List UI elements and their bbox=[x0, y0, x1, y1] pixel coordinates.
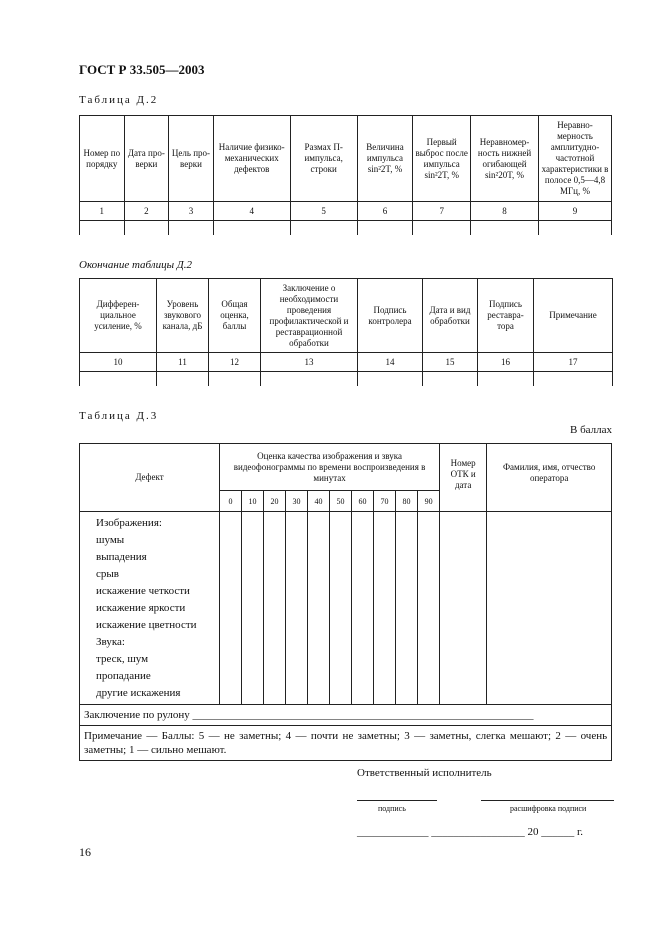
d3-score-cell bbox=[330, 512, 352, 705]
d2end-header-cell: Подпись реставра-тора bbox=[478, 279, 534, 353]
d2end-header-cell: Примечание bbox=[534, 279, 613, 353]
d2-number-cell: 7 bbox=[413, 202, 471, 221]
d3-minute-cell: 90 bbox=[418, 491, 440, 512]
d2end-header-cell: Подпись контролера bbox=[358, 279, 423, 353]
table-d2-end-empty-row bbox=[80, 372, 613, 387]
d2-header-cell: Наличие физико-механических дефектов bbox=[213, 116, 290, 202]
d2end-empty-cell bbox=[80, 372, 157, 387]
d3-otk-cell bbox=[440, 512, 487, 705]
d2-header-cell: Размах П-импульса, строки bbox=[290, 116, 357, 202]
d3-defect-list bbox=[80, 512, 220, 705]
table-d2-label: Таблица Д.2 bbox=[79, 94, 159, 106]
d2-header-cell: Величина импульса sin²2T, % bbox=[357, 116, 413, 202]
d3-score-cell bbox=[264, 512, 286, 705]
d2-empty-cell bbox=[357, 221, 413, 236]
d3-otk-header: Номер ОТК и дата bbox=[440, 444, 487, 512]
table-d2-end bbox=[79, 278, 613, 386]
d2end-header-cell: Заключение о необходимости проведения профилактической и реставрационной обработки bbox=[261, 279, 358, 353]
d3-minute-cell: 30 bbox=[286, 491, 308, 512]
page-number: 16 bbox=[79, 845, 91, 859]
sign-caption: подпись bbox=[378, 804, 406, 813]
d2-number-cell: 9 bbox=[538, 202, 611, 221]
d3-note: Примечание — Баллы: 5 — не заметны; 4 — почти не заметны; 3 — заметны, слегка мешают; 2 — очень заметны; 1 — сильно мешают. bbox=[80, 726, 612, 761]
d2end-number-cell: 16 bbox=[478, 353, 534, 372]
d2-number-cell: 2 bbox=[124, 202, 169, 221]
defect-item: Звука: bbox=[96, 636, 125, 648]
d2end-number-cell: 11 bbox=[157, 353, 209, 372]
defect-item: срыв bbox=[96, 568, 119, 580]
table-d2 bbox=[79, 115, 612, 235]
defect-item: другие искажения bbox=[96, 687, 181, 699]
decode-line bbox=[481, 800, 614, 801]
d3-score-cell bbox=[396, 512, 418, 705]
d3-score-cell bbox=[418, 512, 440, 705]
d2-empty-cell bbox=[471, 221, 539, 236]
d2-number-cell: 4 bbox=[213, 202, 290, 221]
defect-item: шумы bbox=[96, 534, 125, 546]
d3-minute-cell: 10 bbox=[242, 491, 264, 512]
d2end-empty-cell bbox=[534, 372, 613, 387]
d2-header-cell: Первый выброс после импульса sin²2T, % bbox=[413, 116, 471, 202]
d3-score-cell bbox=[286, 512, 308, 705]
d2-header-cell: Дата про-верки bbox=[124, 116, 169, 202]
d3-score-cell bbox=[242, 512, 264, 705]
d2-header-cell: Номер по порядку bbox=[80, 116, 125, 202]
table-d2-end-number-row bbox=[80, 353, 613, 372]
date-line: _____________ _________________ 20 ______ г. bbox=[357, 826, 584, 838]
table-d3-header-row bbox=[80, 444, 612, 491]
d2end-number-cell: 12 bbox=[209, 353, 261, 372]
d2end-number-cell: 17 bbox=[534, 353, 613, 372]
d2-empty-cell bbox=[538, 221, 611, 236]
defect-item: Изображения: bbox=[96, 517, 162, 529]
d2end-empty-cell bbox=[157, 372, 209, 387]
d2end-empty-cell bbox=[423, 372, 478, 387]
d2end-number-cell: 13 bbox=[261, 353, 358, 372]
d2-number-cell: 5 bbox=[290, 202, 357, 221]
table-d3-units: В баллах bbox=[570, 424, 613, 436]
d3-defect-header: Дефект bbox=[80, 444, 220, 512]
d2-number-cell: 1 bbox=[80, 202, 125, 221]
d3-minute-cell: 40 bbox=[308, 491, 330, 512]
d2end-empty-cell bbox=[261, 372, 358, 387]
table-d2-end-header-row bbox=[80, 279, 613, 353]
table-d3-note-row bbox=[80, 726, 612, 761]
d2-header-cell: Цель про-верки bbox=[169, 116, 214, 202]
d2-number-cell: 6 bbox=[357, 202, 413, 221]
d2end-header-cell: Общая оценка, баллы bbox=[209, 279, 261, 353]
d3-score-cell bbox=[308, 512, 330, 705]
d2end-number-cell: 14 bbox=[358, 353, 423, 372]
defect-item: искажение четкости bbox=[96, 585, 190, 597]
d2end-number-cell: 10 bbox=[80, 353, 157, 372]
d3-conclusion: Заключение по рулону ______________________________________________________________ bbox=[80, 705, 612, 726]
d3-minute-cell: 20 bbox=[264, 491, 286, 512]
d2end-empty-cell bbox=[209, 372, 261, 387]
d3-minute-cell: 80 bbox=[396, 491, 418, 512]
d2-empty-cell bbox=[290, 221, 357, 236]
decode-caption: расшифровка подписи bbox=[510, 804, 587, 813]
table-d3-conclusion-row bbox=[80, 705, 612, 726]
table-d3 bbox=[79, 443, 612, 761]
d3-minute-cell: 0 bbox=[220, 491, 242, 512]
d2end-header-cell: Дата и вид обработки bbox=[423, 279, 478, 353]
defect-item: пропадание bbox=[96, 670, 151, 682]
defect-item: выпадения bbox=[96, 551, 147, 563]
d2-header-cell: Неравномер-ность нижней огибающей sin²20T, % bbox=[471, 116, 539, 202]
d3-quality-header: Оценка качества изображения и звука видеофонограммы по времени воспроизведения в минутах bbox=[220, 444, 440, 491]
d3-minute-cell: 70 bbox=[374, 491, 396, 512]
table-d2-number-row bbox=[80, 202, 612, 221]
d3-minute-cell: 60 bbox=[352, 491, 374, 512]
table-d2-end-label: Окончание таблицы Д.2 bbox=[79, 259, 193, 271]
d2end-header-cell: Уровень звукового канала, дБ bbox=[157, 279, 209, 353]
defect-item: искажение яркости bbox=[96, 602, 186, 614]
table-d3-label: Таблица Д.3 bbox=[79, 410, 159, 422]
document-header: ГОСТ Р 33.505—2003 bbox=[79, 62, 205, 77]
d2end-empty-cell bbox=[358, 372, 423, 387]
d2-empty-cell bbox=[80, 221, 125, 236]
d3-operator-header: Фамилия, имя, отчество оператора bbox=[487, 444, 612, 512]
d2-number-cell: 8 bbox=[471, 202, 539, 221]
d2-empty-cell bbox=[413, 221, 471, 236]
d2-empty-cell bbox=[213, 221, 290, 236]
d2end-number-cell: 15 bbox=[423, 353, 478, 372]
responsible-label: Ответственный исполнитель bbox=[357, 767, 492, 779]
d3-minute-cell: 50 bbox=[330, 491, 352, 512]
table-d3-body-row bbox=[80, 512, 612, 705]
d3-score-cell bbox=[352, 512, 374, 705]
d2-number-cell: 3 bbox=[169, 202, 214, 221]
table-d2-empty-row bbox=[80, 221, 612, 236]
table-d2-header-row bbox=[80, 116, 612, 202]
d3-operator-cell bbox=[487, 512, 612, 705]
d2end-header-cell: Дифферен-циальное усиление, % bbox=[80, 279, 157, 353]
d2-empty-cell bbox=[124, 221, 169, 236]
d2-header-cell: Неравно-мерность амплитудно-частотной характеристики в полосе 0,5—4,8 МГц, % bbox=[538, 116, 611, 202]
d2-empty-cell bbox=[169, 221, 214, 236]
defect-item: треск, шум bbox=[96, 653, 149, 665]
d3-score-cell bbox=[220, 512, 242, 705]
defect-item: искажение цветности bbox=[96, 619, 197, 631]
signature-line bbox=[357, 800, 437, 801]
d3-score-cell bbox=[374, 512, 396, 705]
d2end-empty-cell bbox=[478, 372, 534, 387]
